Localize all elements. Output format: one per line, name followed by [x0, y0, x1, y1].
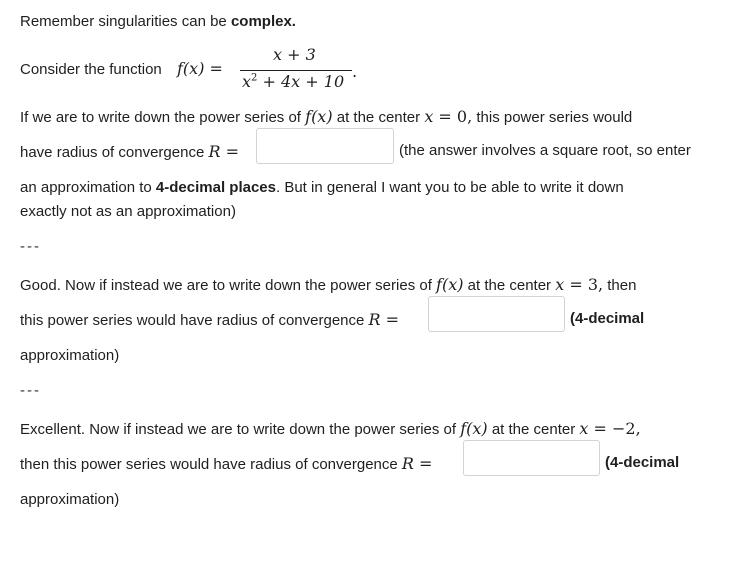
q3-line2-pre: then this power series would have radius of convergence: [20, 456, 402, 473]
q2-line1: [20, 275, 636, 294]
q3-answer-input[interactable]: [463, 440, 600, 476]
q1-hint: (the answer involves a square root, so enter: [399, 142, 691, 159]
function-period: .: [352, 62, 358, 81]
q2-fx: f(x): [436, 275, 464, 294]
q1-line3: [20, 179, 624, 196]
denominator-rest: + 4x + 10: [257, 72, 345, 91]
q1-fx: f(x): [305, 107, 333, 126]
q1-center-eq: = 0,: [433, 107, 473, 126]
q1-line1: [20, 107, 632, 126]
function-numerator: x + 3: [273, 45, 316, 64]
function-lhs: f(x) =: [177, 59, 223, 78]
q1-line2: [20, 142, 239, 161]
function-label: Consider the function: [20, 61, 162, 78]
q3-line1-pre: Excellent. Now if instead we are to write down the power series of: [20, 421, 461, 438]
q2-line1-post: then: [603, 277, 637, 294]
q1-line3-post: . But in general I want you to be able to write it down: [276, 179, 624, 196]
q1-answer-input[interactable]: [256, 128, 394, 164]
q1-line1-pre: If we are to write down the power series of: [20, 109, 306, 126]
q2-line2: [20, 310, 399, 329]
intro-plain: Remember singularities can be: [20, 13, 231, 30]
denominator-exponent: 2: [251, 72, 258, 84]
q1-line4: exactly not as an approximation): [20, 203, 236, 220]
q3-fx: f(x): [460, 419, 488, 438]
q1-center-var: x: [424, 107, 434, 126]
q3-line2: [20, 454, 432, 473]
q2-answer-input[interactable]: [428, 296, 565, 332]
q2-R-eq: R =: [368, 310, 400, 329]
q1-R-eq: R =: [208, 142, 239, 161]
q1-line1-mid: at the center: [332, 109, 425, 126]
q2-line1-mid: at the center: [463, 277, 556, 294]
q1-line3-bold: 4-decimal places: [155, 179, 276, 196]
q1-line3-pre: an approximation to: [20, 179, 156, 196]
denominator-base: x: [242, 72, 252, 91]
q3-line1-mid: at the center: [487, 421, 580, 438]
fraction-bar: [240, 70, 352, 71]
separator-2: ---: [20, 382, 41, 399]
intro-text: [20, 13, 296, 30]
q1-line1-post: this power series would: [472, 109, 633, 126]
q3-line3: approximation): [20, 491, 120, 508]
separator-1: ---: [20, 238, 41, 255]
q3-R-eq: R =: [401, 454, 433, 473]
q2-center-var: x: [555, 275, 565, 294]
q2-line2-pre: this power series would have radius of convergence: [20, 312, 369, 329]
q2-line1-pre: Good. Now if instead we are to write down the power series of: [20, 277, 437, 294]
q2-hint: (4-decimal: [570, 310, 645, 327]
q1-line2-pre: have radius of convergence: [20, 144, 209, 161]
q3-center-var: x: [579, 419, 589, 438]
function-denominator: [242, 72, 344, 91]
intro-emphasis: complex.: [230, 13, 296, 30]
q3-hint: (4-decimal: [605, 454, 680, 471]
q2-center-eq: = 3,: [564, 275, 604, 294]
q3-center-eq: = −2,: [588, 419, 641, 438]
q2-line3: approximation): [20, 347, 120, 364]
q3-line1: [20, 419, 641, 438]
